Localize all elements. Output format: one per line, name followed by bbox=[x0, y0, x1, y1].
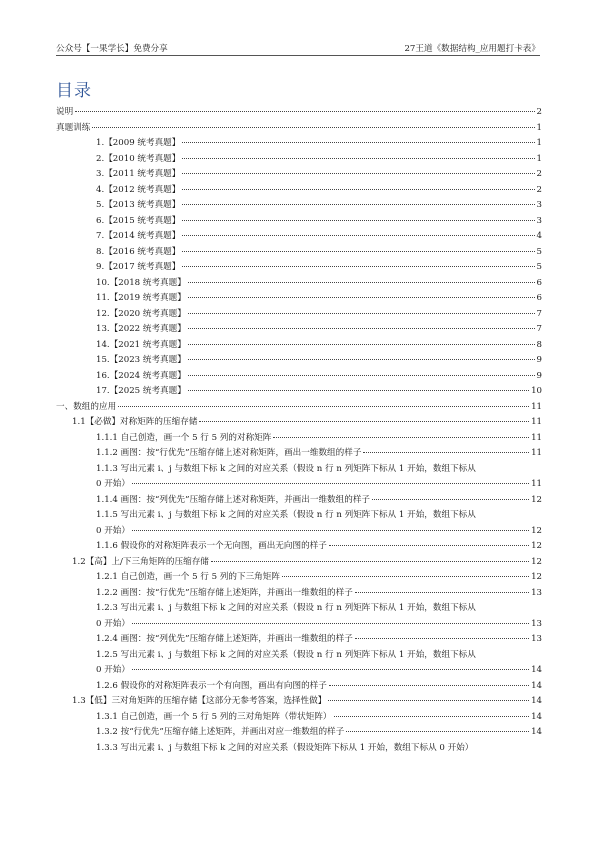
toc-entry[interactable] bbox=[56, 338, 542, 354]
toc-entry[interactable] bbox=[56, 555, 542, 571]
toc-page-number: 6 bbox=[536, 293, 542, 303]
toc-entry[interactable] bbox=[56, 322, 542, 338]
toc-entry[interactable] bbox=[56, 353, 542, 369]
toc-page-number: 5 bbox=[536, 246, 542, 257]
toc-entry-text: 14.【2021 统考真题】 bbox=[96, 339, 186, 350]
toc-page-number: 2 bbox=[536, 184, 542, 195]
toc-entry[interactable] bbox=[56, 121, 542, 137]
toc-page-number: 12 bbox=[531, 525, 542, 536]
toc-entry-text: 12.【2020 统考真题】 bbox=[96, 308, 186, 319]
toc-entry-text: 17.【2025 统考真题】 bbox=[96, 386, 186, 396]
dot-leader bbox=[188, 344, 535, 345]
toc-entry[interactable] bbox=[56, 105, 542, 121]
dot-leader bbox=[132, 669, 529, 670]
toc-entry[interactable] bbox=[56, 493, 542, 509]
toc-entry[interactable] bbox=[56, 570, 542, 586]
toc-page-number: 3 bbox=[536, 215, 542, 226]
dot-leader bbox=[188, 282, 535, 283]
toc-entry-text: 2.【2010 统考真题】 bbox=[96, 153, 181, 164]
toc-entry[interactable] bbox=[56, 369, 542, 385]
toc-entry-text: 1.2.3 写出元素 i、j 与数组下标 k 之间的对应关系（假设 n 行 n 列矩阵下标从 1 开始，数组下标从 bbox=[96, 603, 476, 613]
toc-page-number: 9 bbox=[536, 370, 542, 381]
toc-entry-text: 15.【2023 统考真题】 bbox=[96, 355, 186, 365]
toc-entry-text: 8.【2016 统考真题】 bbox=[96, 246, 181, 257]
toc-page-number: 4 bbox=[536, 231, 542, 241]
dot-leader bbox=[188, 390, 529, 391]
toc-title: 目录 bbox=[56, 81, 92, 101]
toc-entry-text: 10.【2018 统考真题】 bbox=[96, 277, 186, 288]
toc-entry[interactable] bbox=[56, 245, 542, 261]
toc-page-number: 13 bbox=[531, 634, 542, 644]
toc-entry-text: 1.1.1 自己创造，画一个 5 行 5 列的对称矩阵 bbox=[96, 432, 272, 443]
toc-entry[interactable] bbox=[56, 415, 542, 431]
toc-entry[interactable] bbox=[56, 446, 542, 462]
dot-leader bbox=[372, 499, 529, 500]
dot-leader bbox=[182, 251, 534, 252]
toc-entry-text: 3.【2011 统考真题】 bbox=[96, 169, 181, 179]
dot-leader bbox=[199, 421, 529, 422]
dot-leader bbox=[211, 561, 529, 562]
toc-entry-text: 1.2.1 自己创造，画一个 5 行 5 列的下三角矩阵 bbox=[96, 572, 280, 582]
dot-leader bbox=[132, 483, 529, 484]
toc-entry[interactable] bbox=[56, 462, 542, 493]
toc-page-number: 14 bbox=[531, 665, 542, 675]
dot-leader bbox=[118, 406, 529, 407]
toc-entry-text-continued: 0 开始） bbox=[96, 665, 130, 675]
toc-page-number: 14 bbox=[531, 727, 542, 737]
toc-entry-text: 1.1.3 写出元素 i、j 与数组下标 k 之间的对应关系（假设 n 行 n 列矩阵下标从 1 开始，数组下标从 bbox=[96, 463, 476, 474]
toc-page-number: 14 bbox=[531, 711, 542, 722]
toc-entry-text: 1.2.4 画图：按“列优先”压缩存储上述矩阵，并画出一维数组的样子 bbox=[96, 634, 353, 644]
toc-entry-text-continued: 0 开始） bbox=[96, 618, 130, 629]
toc-entry[interactable] bbox=[56, 229, 542, 245]
toc-page-number: 1 bbox=[536, 122, 542, 133]
toc-entry-text: 真题训练 bbox=[56, 122, 91, 133]
toc-page-number: 11 bbox=[531, 448, 542, 458]
toc-entry[interactable] bbox=[56, 214, 542, 230]
toc-page-number: 1 bbox=[536, 153, 542, 164]
toc-entry-text: 1.1.2 画图：按“行优先”压缩存储上述对称矩阵，画出一维数组的样子 bbox=[96, 448, 362, 458]
toc-entry[interactable] bbox=[56, 694, 542, 710]
dot-leader bbox=[132, 623, 529, 624]
toc-page-number: 11 bbox=[531, 432, 542, 443]
dot-leader bbox=[75, 111, 534, 112]
toc-page-number: 12 bbox=[531, 494, 542, 505]
dot-leader bbox=[188, 297, 535, 298]
dot-leader bbox=[182, 235, 534, 236]
toc-page-number: 9 bbox=[536, 355, 542, 365]
toc-entry[interactable] bbox=[56, 276, 542, 292]
toc-entry[interactable] bbox=[56, 539, 542, 555]
header-right-text: 27王道《数据结构_应用题打卡表》 bbox=[404, 44, 540, 54]
toc-page-number: 2 bbox=[536, 107, 542, 117]
toc-entry[interactable] bbox=[56, 725, 542, 741]
toc-page-number: 14 bbox=[531, 680, 542, 691]
toc-page-number: 3 bbox=[536, 200, 542, 210]
toc-page-number: 13 bbox=[531, 587, 542, 598]
toc-entry-text: 说明 bbox=[56, 107, 74, 117]
toc-entry[interactable] bbox=[56, 431, 542, 447]
dot-leader bbox=[188, 359, 535, 360]
toc-entry-text: 16.【2024 统考真题】 bbox=[96, 370, 186, 381]
dot-leader bbox=[92, 127, 534, 128]
toc-entry[interactable] bbox=[56, 710, 542, 726]
toc-entry[interactable] bbox=[56, 648, 542, 679]
toc-page-number: 6 bbox=[536, 277, 542, 288]
toc-entry-text: 1.1【必做】对称矩阵的压缩存储 bbox=[72, 417, 198, 427]
toc-entry-text: 11.【2019 统考真题】 bbox=[96, 293, 186, 303]
toc-entry-text: 1.2.5 写出元素 i、j 与数组下标 k 之间的对应关系（假设 n 行 n 列矩阵下标从 1 开始，数组下标从 bbox=[96, 649, 476, 660]
toc-entry[interactable] bbox=[56, 679, 542, 695]
toc-entry-text: 1.2.6 假设你的对称矩阵表示一个有向图，画出有向图的样子 bbox=[96, 680, 327, 691]
toc-page-number: 7 bbox=[536, 324, 542, 334]
dot-leader bbox=[188, 328, 535, 329]
dot-leader bbox=[334, 716, 530, 717]
dot-leader bbox=[182, 158, 534, 159]
dot-leader bbox=[329, 685, 529, 686]
toc-entry-text: 4.【2012 统考真题】 bbox=[96, 184, 181, 195]
toc-entry-text: 一、数组的应用 bbox=[56, 401, 117, 412]
toc-entry[interactable] bbox=[56, 152, 542, 168]
toc-entry[interactable] bbox=[56, 384, 542, 400]
toc-entry-text: 1.2【高】上/下三角矩阵的压缩存储 bbox=[72, 556, 209, 567]
toc-page-number: 12 bbox=[531, 541, 542, 551]
toc-entry-text-continued: 0 开始） bbox=[96, 525, 130, 536]
toc-entry[interactable] bbox=[56, 508, 542, 539]
toc-entry[interactable] bbox=[56, 601, 542, 632]
page-header bbox=[56, 41, 540, 56]
dot-leader bbox=[182, 189, 534, 190]
toc-page-number: 14 bbox=[531, 696, 542, 706]
dot-leader bbox=[188, 375, 535, 376]
toc-entry[interactable] bbox=[56, 291, 542, 307]
toc-page-number: 13 bbox=[531, 618, 542, 629]
toc-entry[interactable] bbox=[56, 400, 542, 416]
toc-page-number: 10 bbox=[531, 386, 542, 396]
toc-page-number: 11 bbox=[531, 401, 542, 412]
dot-leader bbox=[273, 437, 529, 438]
dot-leader bbox=[329, 545, 529, 546]
toc-entry-text: 1.3.2 按“行优先”压缩存储上述矩阵，并画出对应一维数组的样子 bbox=[96, 727, 345, 737]
toc-page-number: 7 bbox=[536, 308, 542, 319]
dot-leader bbox=[328, 700, 529, 701]
toc-entry[interactable] bbox=[56, 741, 542, 757]
toc-entry[interactable] bbox=[56, 632, 542, 648]
toc-entry-text: 5.【2013 统考真题】 bbox=[96, 200, 181, 210]
table-of-contents bbox=[56, 105, 542, 756]
toc-entry-text-continued: 0 开始） bbox=[96, 479, 130, 489]
toc-page-number: 1 bbox=[536, 138, 542, 148]
dot-leader bbox=[132, 530, 529, 531]
toc-entry[interactable] bbox=[56, 183, 542, 199]
toc-page-number: 11 bbox=[531, 479, 542, 489]
toc-entry-text: 1.3【低】三对角矩阵的压缩存储【这部分无参考答案，选择性做】 bbox=[72, 696, 327, 706]
toc-entry-text: 9.【2017 统考真题】 bbox=[96, 262, 181, 272]
toc-entry[interactable] bbox=[56, 198, 542, 214]
toc-page-number: 12 bbox=[531, 556, 542, 567]
dot-leader bbox=[182, 204, 534, 205]
header-left-text: 公众号【一果学长】免费分享 bbox=[56, 44, 168, 54]
toc-entry-text: 6.【2015 统考真题】 bbox=[96, 215, 181, 226]
dot-leader bbox=[182, 220, 534, 221]
toc-page-number: 2 bbox=[536, 169, 542, 179]
dot-leader bbox=[355, 592, 529, 593]
toc-entry[interactable] bbox=[56, 260, 542, 276]
toc-entry-text: 1.1.4 画图：按“列优先”压缩存储上述对称矩阵，并画出一维数组的样子 bbox=[96, 494, 371, 505]
toc-page-number: 8 bbox=[536, 339, 542, 350]
toc-entry[interactable] bbox=[56, 136, 542, 152]
dot-leader bbox=[182, 266, 534, 267]
dot-leader bbox=[355, 638, 529, 639]
dot-leader bbox=[182, 142, 534, 143]
toc-entry-text: 7.【2014 统考真题】 bbox=[96, 231, 181, 241]
toc-entry-text: 1.3.3 写出元素 i、j 与数组下标 k 之间的对应关系（假设矩阵下标从 1 开始，数组下标从 0 开始） bbox=[96, 742, 474, 753]
dot-leader bbox=[363, 452, 529, 453]
toc-entry[interactable] bbox=[56, 167, 542, 183]
toc-entry-text: 1.1.5 写出元素 i、j 与数组下标 k 之间的对应关系（假设 n 行 n 列矩阵下标从 1 开始，数组下标从 bbox=[96, 510, 476, 520]
toc-entry-text: 13.【2022 统考真题】 bbox=[96, 324, 186, 334]
toc-entry-text: 1.3.1 自己创造，画一个 5 行 5 列的三对角矩阵（带状矩阵） bbox=[96, 711, 332, 722]
toc-page-number: 12 bbox=[531, 572, 542, 582]
dot-leader bbox=[346, 731, 529, 732]
dot-leader bbox=[188, 313, 535, 314]
toc-page-number: 11 bbox=[531, 417, 542, 427]
toc-entry-text: 1.1.6 假设你的对称矩阵表示一个无向图，画出无向图的样子 bbox=[96, 541, 327, 551]
toc-entry-text: 1.2.2 画图：按“行优先”压缩存储上述矩阵，并画出一维数组的样子 bbox=[96, 587, 353, 598]
toc-entry-text: 1.【2009 统考真题】 bbox=[96, 138, 181, 148]
toc-entry[interactable] bbox=[56, 307, 542, 323]
dot-leader bbox=[182, 173, 534, 174]
toc-entry[interactable] bbox=[56, 586, 542, 602]
dot-leader bbox=[282, 576, 529, 577]
toc-page-number: 5 bbox=[536, 262, 542, 272]
